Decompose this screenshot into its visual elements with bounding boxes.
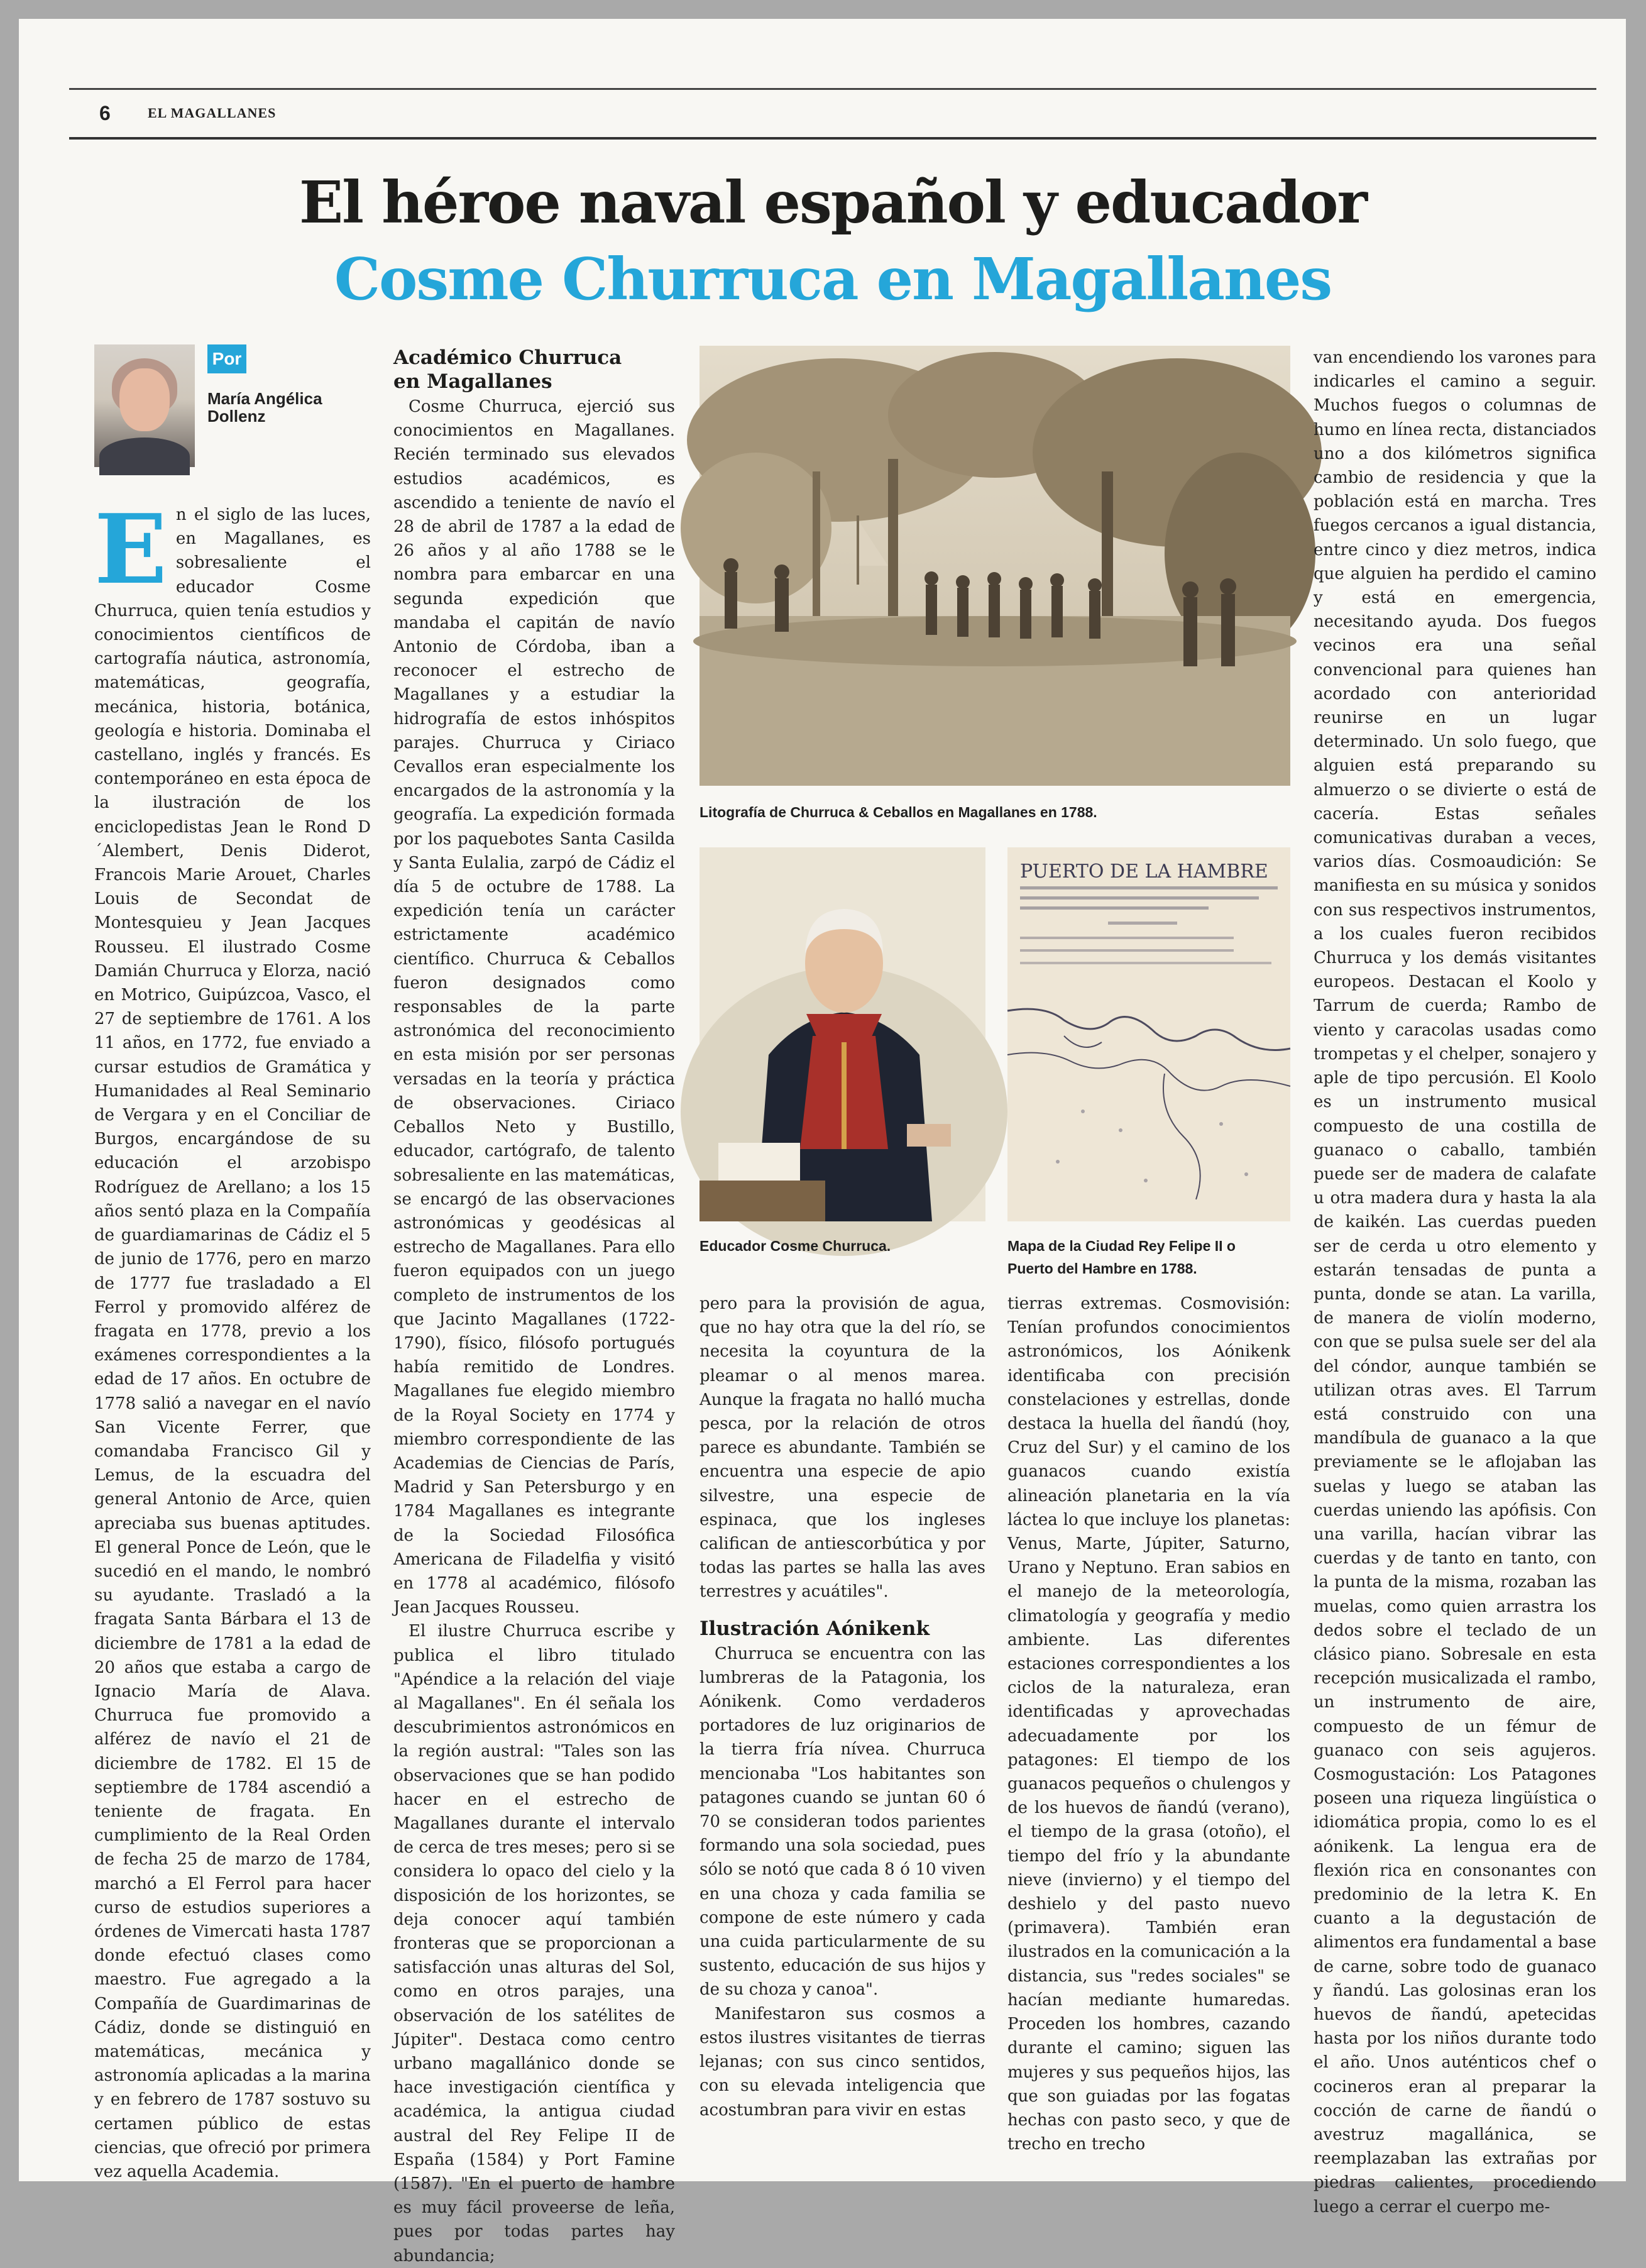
article-column-5: [1314, 346, 1596, 2219]
publication-name: EL MAGALLANES: [148, 105, 277, 121]
newspaper-page: [19, 19, 1626, 2265]
section-title-academico: [393, 346, 675, 394]
portrait-caption: Educador Cosme Churruca.: [700, 1238, 891, 1254]
map-title: PUERTO DE LA HAMBRE: [1020, 861, 1268, 883]
header-rule-top: [69, 88, 1596, 90]
author-photo: [94, 344, 195, 467]
map-image: [1007, 847, 1290, 1221]
column3-paragraph-1: pero para la provisión de agua, que no hay otra que la del río, se necesita la coyuntura de la pleamar o al menos marea. Aunque la fragata no halló mucha pesca, por la relación de otros parece es abundante. También se encuentra una especie de apio silvestre, una especie de espinaca, que los ingleses califican de antiescorbútica y por todas las partes se halla las aves terrestres y acuátiles".: [700, 1294, 985, 1602]
drop-cap: E: [94, 493, 167, 605]
map-caption-line1: Mapa de la Ciudad Rey Felipe II o: [1007, 1238, 1236, 1254]
column2-paragraph-1: Cosme Churruca, ejerció sus conocimientos en Magallanes. Recién terminado sus elevados estudios académicos, es ascendido a teniente de navío el 28 de abril de 1787 a la edad de 26 años y al año 1788 se le nombra para embarcar en una segunda expedición que mandaba el capitán de navío Antonio de Córdoba, iban a reconocer el estrecho de Magallanes y a estudiar la hidrografía de estos inhóspitos parajes. Churruca y Ciriaco Cevallos eran especialmente los encargados de la astronomía y la geografía. La expedición formada por los paquebotes Santa Casilda y Santa Eulalia, zarpó de Cádiz el día 5 de octubre de 1788. La expedición tenía un carácter estrictamente académico científico. Churruca & Ceballos fueron designados como responsables de la parte astronómica del reconocimiento en esta misión por ser personas versadas en la teoría y práctica de observaciones. Ciriaco Ceballos Neto y Bustillo, educador, cartógrafo, de talento sobresaliente en las matemáticas, se encargó de las observaciones astronómicas y geodésicas al estrecho de Magallanes. Para ello fueron equipados con un juego completo de instrumentos de los que Jacinto Magallanes (1722-1790), físico, filósofo portugués había remitido de Londres. Magallanes fue elegido miembro de la Royal Society en 1774 y miembro correspondiente de las Academias de Ciencias de París, Madrid y San Petersburgo y en 1784 Magallanes es integrante de la Sociedad Filosófica Americana de Filadelfia y visitó en 1778 al académico, filósofo Jean Jacques Rousseu.: [393, 397, 675, 1617]
portrait-image: [700, 847, 985, 1221]
column3-paragraph-2: Churruca se encuentra con las lumbreras de la Patagonia, los Aónikenk. Como verdaderos portadores de luz originarios de la tierra fría nívea. Churruca mencionaba "Los habitantes son patagones cuando se juntan 60 ó 70 se consideran todos parientes formando una sola sociedad, pues sólo se notó que cada 8 ó 10 viven en una choza y cada familia se compone de este número y cada una cuida particularmente de su sustento, educación de sus hijos y de su choza y canoa".: [700, 1644, 985, 2000]
author-name-line1: María Angélica: [207, 389, 322, 408]
column1-paragraph: [94, 493, 371, 2184]
headline: El héroe naval español y educador: [299, 168, 1366, 236]
lithograph-image: [700, 346, 1290, 786]
article-column-2: [393, 346, 675, 2268]
header-rule-bottom: [69, 137, 1596, 140]
page-number: 6: [99, 102, 111, 124]
section-title-ilustracion: Ilustración Aónikenk: [700, 1617, 930, 1640]
author-name: [207, 390, 358, 425]
subheadline: Cosme Churruca en Magallanes: [334, 245, 1332, 313]
article-column-1: [94, 493, 371, 2184]
column1-text: n el siglo de las luces, en Magallanes, es sobresaliente el educador Cosme Churruca, quien tenía estudios y conocimientos científicos de cartografía náutica, astronomía, matemáticas, geografía, mecánica, historia, botánica, geología e historia. Dominaba el castellano, inglés y francés. Es contemporáneo en esta época de la ilustración de los enciclopedistas Jean le Rond D´Alembert, Denis Diderot, Francois Marie Arouet, Charles Louis de Secondat de Montesquieu y Jean Jacques Rousseu. El ilustrado Cosme Damián Churruca y Elorza, nació en Motrico, Guipúzcoa, Vasco, el 27 de septiembre de 1761. A los 11 años, en 1772, fue enviado a cursar estudios de Gramática y Humanidades al Real Seminario de Vergara y en el Conciliar de Burgos, encargándose de su educación el arzobispo Rodríguez de Arellano; a los 15 años sentó plaza en la Compañía de guardiamarinas de Cádiz el 5 de junio de 1776, pero en marzo de 1777 fue trasladado a El Ferrol y promovido alférez de fragata en 1778, previo a los exámenes correspondientes a la edad de 17 años. En octubre de 1778 salió a navegar en el navío San Vicente Ferrer, que comandaba Francisco Gil y Lemus, de la escuadra del general Antonio de Arce, quien apreciaba sus buenas aptitudes. El general Ponce de León, que le sucedió en el mando, le nombró su ayudante. Trasladó a la fragata Santa Bárbara el 13 de diciembre de 1781 a la edad de 20 años que estaba a cargo de Ignacio María de Alava. Churruca fue promovido a alférez de navío el 21 de diciembre de 1782. El 15 de septiembre de 1784 ascendió a teniente de fragata. En cumplimiento de la Real Orden de fecha 25 de marzo de 1784, marchó a El Ferrol para hacer curso de estudios superiores a órdenes de Vimercati hasta 1787 donde efectuó clases como maestro. Fue agregado a la Compañía de Guardimarinas de Cádiz, donde se distinguió en matemáticas, mecánica y astronomía aplicadas a la marina y en febrero de 1787 sostuvo su certamen público de estas ciencias, que ofreció por primera vez aquella Academia.: [94, 505, 371, 2182]
byline: [94, 327, 371, 484]
column3-paragraph-3: Manifestaron sus cosmos a estos ilustres visitantes de tierras lejanas; con sus cinco sentidos, con su elevada inteligencia que acostumbran para vivir en estas: [700, 2004, 985, 2120]
author-name-line2: Dollenz: [207, 407, 266, 426]
column5-paragraph-1: van encendiendo los varones para indicarles el camino a seguir. Muchos fuegos o columnas de humo en línea recta, distanciados uno a dos kilómetros significa cambio de residencia y que la población está en marcha. Tres fuegos cercanos a igual distancia, entre cinco y diez metros, indica que alguien ha perdido el camino y está en emergencia, necesitando ayuda. Dos fuegos vecinos era una señal convencional para quienes han acordado con anterioridad reunirse en un lugar determinado. Un solo fuego, que alguien está preparando su almuerzo o se divierte o está de cacería. Estas señales comunicativas duraban a veces, varios días. Cosmoaudición: Se manifiesta en su música y sonidos con sus respectivos instrumentos, a los cuales fueron recibidos Churruca y los demás visitantes europeos. Destacan el Koolo y Tarrum de cuerda; Rambo de viento y caracolas usadas como trompetas y el chelper, sonajero y aple de tipo percusión. El Koolo es un instrumento musical compuesto de una costilla de guanaco o caballo, también puede ser de madera de calafate u otra madera dura y hasta la ala de kaikén. Las cuerdas pueden ser de cerda u otro elemento y estarán tensadas de punta a punta, donde se atan. La varilla, de manera de violín moderno, con que se pulsa suele ser del ala del cóndor, aunque también se utilizan otras aves. El Tarrum está construido con una mandíbula de guanaco a la que previamente se le aflojaban las suelas y luego se ataban las cuerdas uniendo las apófisis. Con una varilla, hacían vibrar las cuerdas y de tanto en tanto, con la punta de la misma, rozaban las muelas, como quien arrastra los dedos sobre el teclado de un clásico piano. Sobresale en esta recepción musicalizada el rambo, un instrumento de aire, compuesto de un fémur de guanaco con seis agujeros. Cosmogustación: Los Patagones poseen una riqueza lingüística o idiomática propia, como lo es el aónikenk. La lengua era de flexión rica en consonantes con predominio de la letra K. En cuanto a la degustación de alimentos era fundamental a base de carne, sobre todo de guanaco y ñandú. Las golosinas eran los huevos de ñandú, apetecidas hasta por los niños durante todo el año. Unos auténticos chef o cocineros eran al preparar la cocción de carne de ñandú o avestruz magallánica, se reemplazaban las extrañas por piedras calientes, procediendo luego a cerrar el cuerpo me-: [1314, 348, 1596, 2216]
section-title-line2: en Magallanes: [393, 370, 552, 393]
column4-paragraph-1: tierras extremas. Cosmovisión: Tenían profundos conocimientos astronómicos, los Aónikenk identificaba con precisión constelaciones y estrellas, donde destaca la huella del ñandú (hoy, Cruz del Sur) y el camino de los guanacos cuando existía alineación planetaria en la vía láctea lo que incluye los planetas: Venus, Marte, Júpiter, Saturno, Urano y Neptuno. Eran sabios en el manejo de la meteorología, climatología y geografía y medio ambiente. Las diferentes estaciones correspondientes a los ciclos de la naturaleza, eran identificadas y aprovechadas adecuadamente por los patagones: El tiempo de los guanacos pequeños o chulengos y de los huevos de ñandú (verano), el tiempo de la grasa (otoño), el tiempo del frío y la abundante nieve (invierno) y el tiempo del deshielo y del pasto nuevo (primavera). También eran ilustrados en la comunicación a la distancia, sus "redes sociales" se hacían mediante humaredas. Proceden los hombres, cazando durante el camino; siguen las mujeres y sus pequeños hijos, las que son guiadas por las fogatas hechas con pasto seco, y que de trecho en trecho: [1007, 1294, 1290, 2154]
column2-paragraph-2: El ilustre Churruca escribe y publica el libro titulado "Apéndice a la relación del viaje al Magallanes". En él señala los descubrimientos astronómicos en la región austral: "Tales son las observaciones que se han podido hacer en el estrecho de Magallanes durante el intervalo de cerca de tres meses; pero si se considera lo opaco del cielo y la disposición de los horizontes, se deja conocer aquí también fronteras que se proporcionan a satisfacción unas alturas del Sol, como en otros parajes, una observación de los satélites de Júpiter". Destaca como centro urbano magallánico donde se hace investigación científica y académica, la antigua ciudad austral del Rey Felipe II de España (1584) y Port Famine (1587). "En el puerto de hambre es muy fácil proveerse de leña, pues por todas partes hay abundancia;: [393, 1622, 675, 2265]
map-caption-line2: Puerto del Hambre en 1788.: [1007, 1260, 1197, 1277]
lithograph-caption: Litografía de Churruca & Ceballos en Magallanes en 1788.: [700, 804, 1097, 820]
article-column-3: [700, 1292, 985, 2122]
map-caption: [1007, 1235, 1290, 1280]
article-column-4: [1007, 1292, 1290, 2156]
byline-label: Por: [207, 344, 246, 373]
section-title-line1: Académico Churruca: [393, 346, 622, 369]
